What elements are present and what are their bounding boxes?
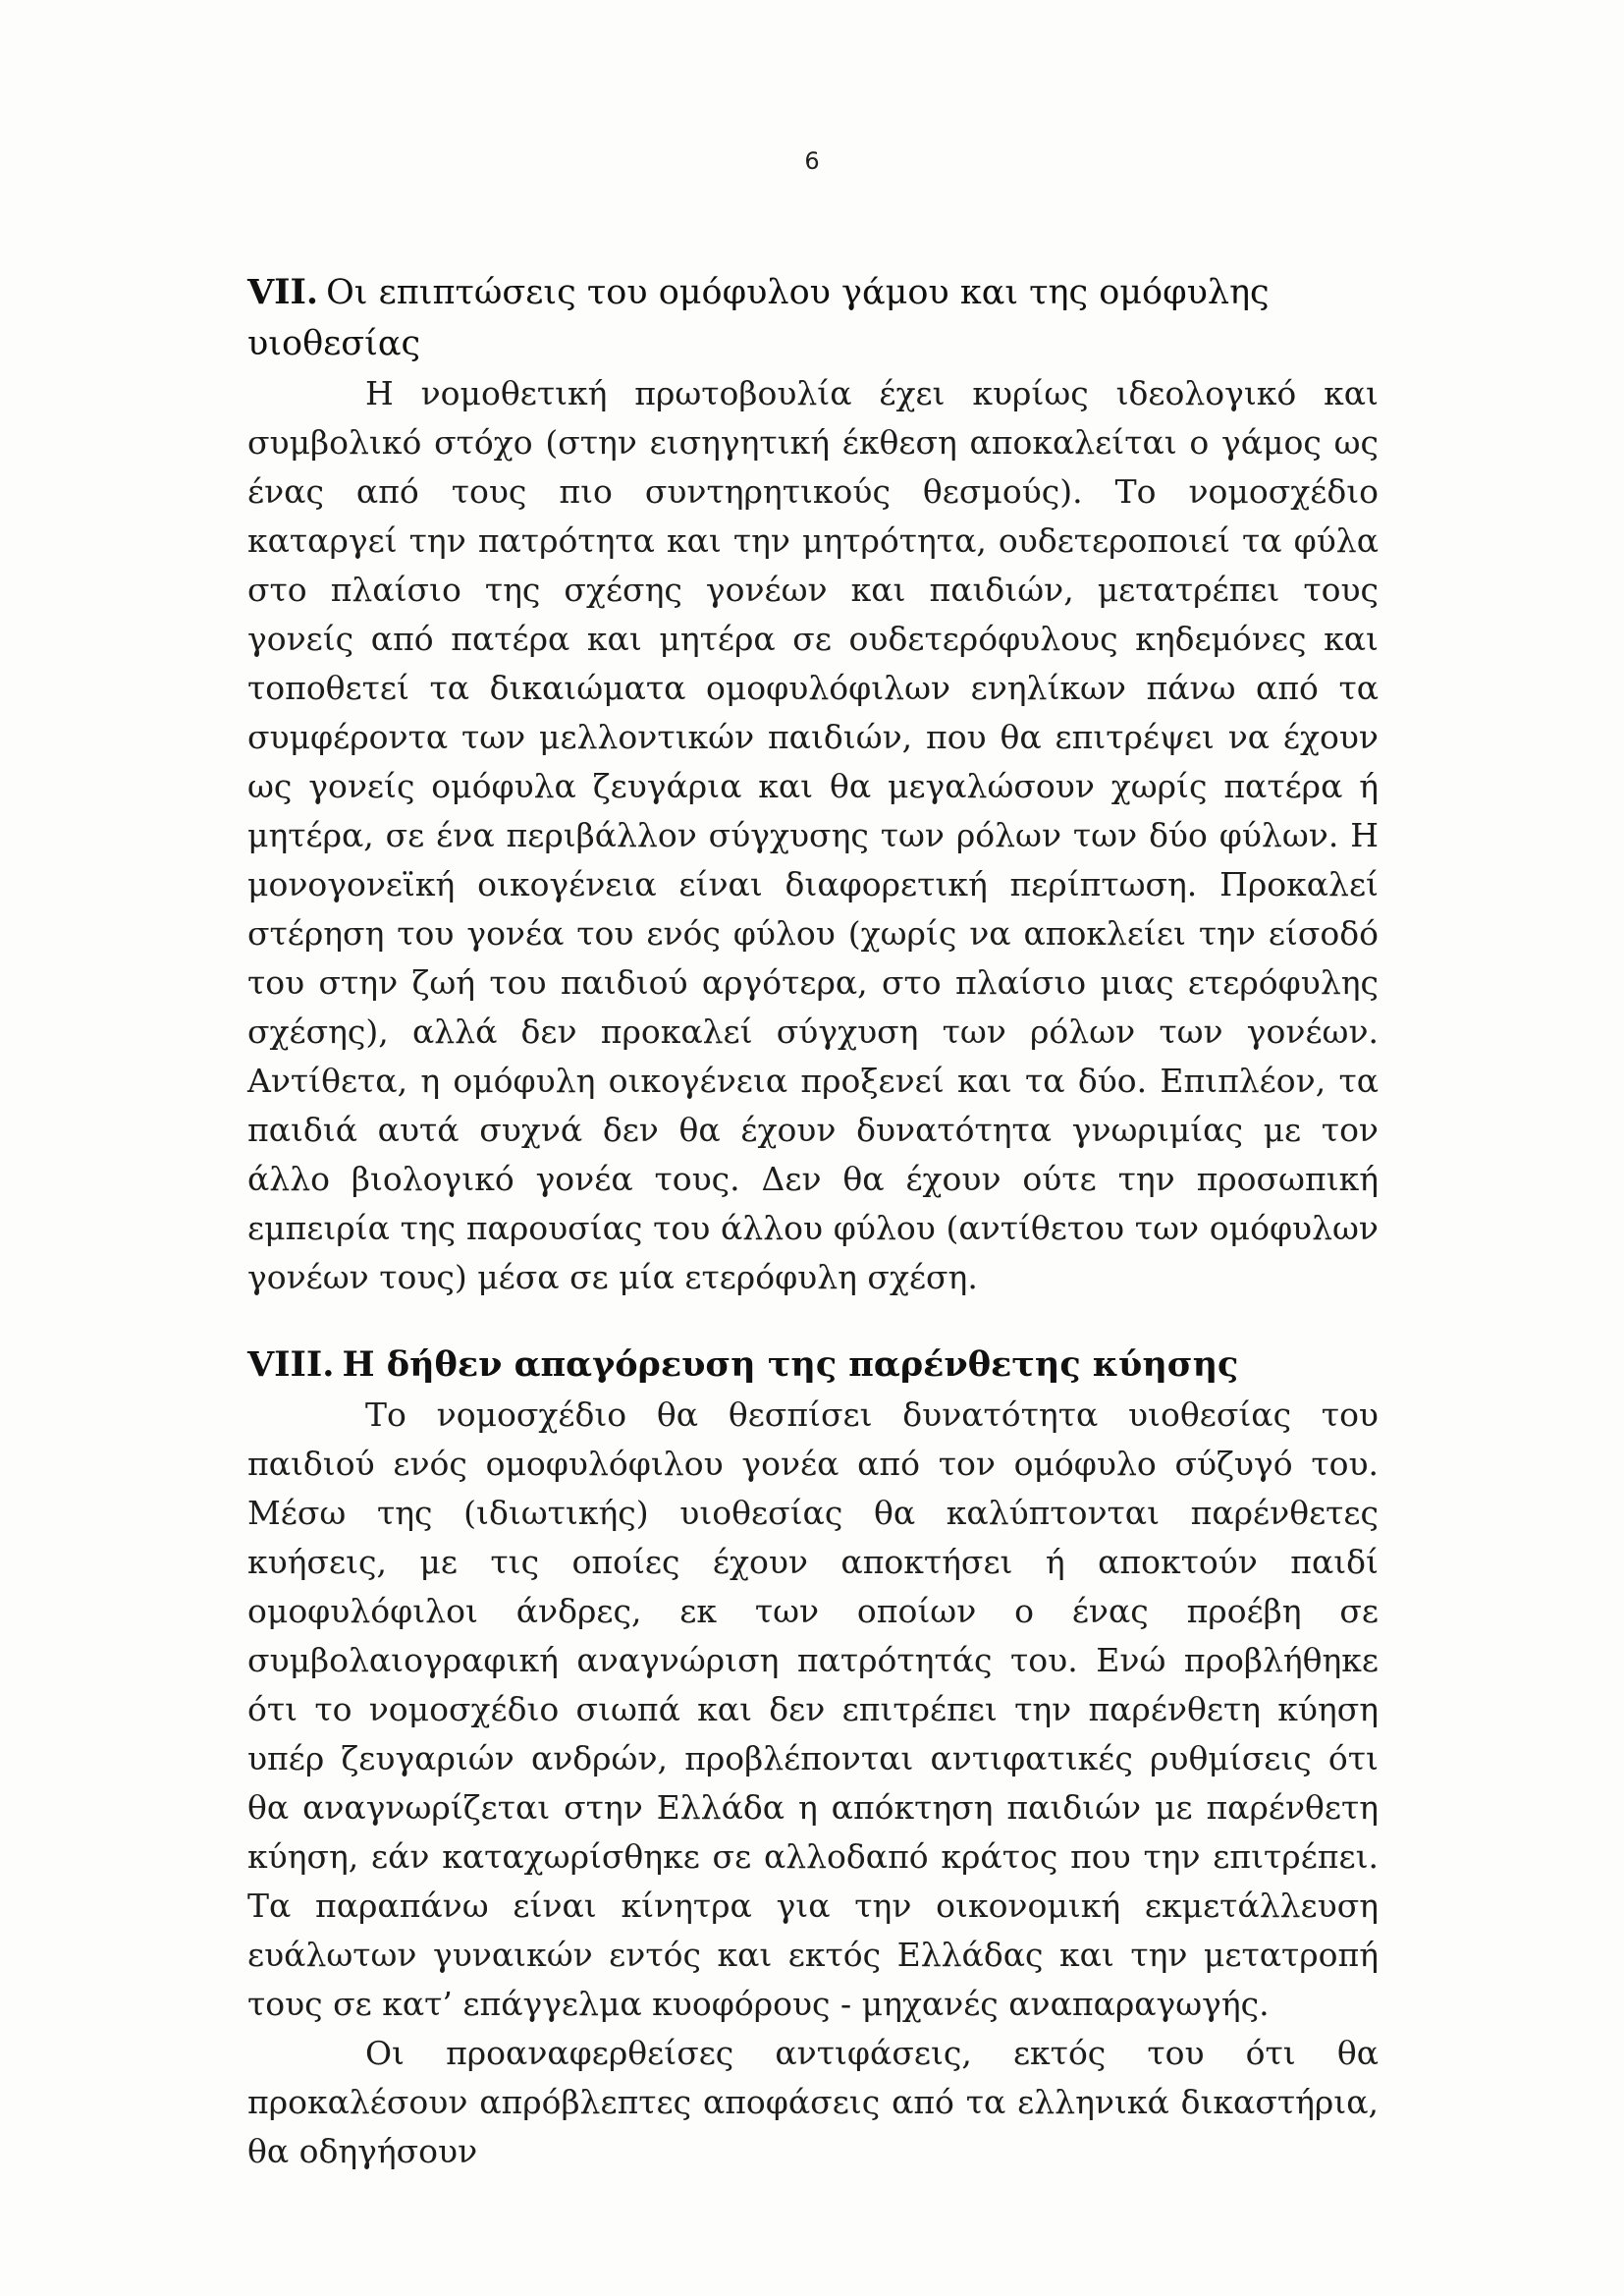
paragraph: Οι προαναφερθείσες αντιφάσεις, εκτός του ότι θα προκαλέσουν απρόβλεπτες αποφάσεις από τα ελληνικά δικαστήρια, θα οδηγήσουν	[247, 2034, 1379, 2170]
section-title: Οι επιπτώσεις του ομόφυλου γάμου και της ομόφυλης υιοθεσίας	[247, 273, 1270, 363]
section-numeral: VIII.	[247, 1344, 335, 1385]
page-number: 6	[804, 147, 820, 175]
section-heading-vii	[247, 267, 1379, 369]
section-heading-viii	[247, 1339, 1379, 1391]
section-title: Η δήθεν απαγόρευση της παρένθετης κύησης	[342, 1344, 1239, 1385]
page-content	[247, 267, 1379, 2176]
paragraph: Η νομοθετική πρωτοβουλία έχει κυρίως ιδεολογικό και συμβολικό στόχο (στην εισηγητική έκθεση αποκαλείται ο γάμος ως ένας από τους πιο συντηρητικούς θεσμούς). Το νομοσχέδιο καταργεί την πατρότητα και την μητρότητα, ουδετεροποιεί τα φύλα στο πλαίσιο της σχέσης γονέων και παιδιών, μετατρέπει τους γονείς από πατέρα και μητέρα σε ουδετερόφυλους κηδεμόνες και τοποθετεί τα δικαιώματα ομοφυλόφιλων ενηλίκων πάνω από τα συμφέροντα των μελλοντικών παιδιών, που θα επιτρέψει να έχουν ως γονείς ομόφυλα ζευγάρια και θα μεγαλώσουν χωρίς πατέρα ή μητέρα, σε ένα περιβάλλον σύγχυσης των ρόλων των δύο φύλων. Η μονογονεϊκή οικογένεια είναι διαφορετική περίπτωση. Προκαλεί στέρηση του γονέα του ενός φύλου (χωρίς να αποκλείει την είσοδό του στην ζωή του παιδιού αργότερα, στο πλαίσιο μιας ετερόφυλης σχέσης), αλλά δεν προκαλεί σύγχυση των ρόλων των γονέων. Αντίθετα, η ομόφυλη οικογένεια προξενεί και τα δύο. Επιπλέον, τα παιδιά αυτά συχνά δεν θα έχουν δυνατότητα γνωριμίας με τον άλλο βιολογικό γονέα τους. Δεν θα έχουν ούτε την προσωπική εμπειρία της παρουσίας του άλλου φύλου (αντίθετου των ομόφυλων γονέων τους) μέσα σε μία ετερόφυλη σχέση.	[247, 374, 1379, 1296]
section-numeral: VII.	[247, 272, 319, 312]
paragraph: Το νομοσχέδιο θα θεσπίσει δυνατότητα υιοθεσίας του παιδιού ενός ομοφυλόφιλου γονέα από τον ομόφυλο σύζυγό του. Μέσω της (ιδιωτικής) υιοθεσίας θα καλύπτονται παρένθετες κυήσεις, με τις οποίες έχουν αποκτήσει ή αποκτούν παιδί ομοφυλόφιλοι άνδρες, εκ των οποίων ο ένας προέβη σε συμβολαιογραφική αναγνώριση πατρότητάς του. Ενώ προβλήθηκε ότι το νομοσχέδιο σιωπά και δεν επιτρέπει την παρένθετη κύηση υπέρ ζευγαριών ανδρών, προβλέπονται αντιφατικές ρυθμίσεις ότι θα αναγνωρίζεται στην Ελλάδα η απόκτηση παιδιών με παρένθετη κύηση, εάν καταχωρίσθηκε σε αλλοδαπό κράτος που την επιτρέπει. Τα παραπάνω είναι κίνητρα για την οικονομική εκμετάλλευση ευάλωτων γυναικών εντός και εκτός Ελλάδας και την μετατροπή τους σε κατ’ επάγγελμα κυοφόρους - μηχανές αναπαραγωγής.	[247, 1395, 1379, 2023]
